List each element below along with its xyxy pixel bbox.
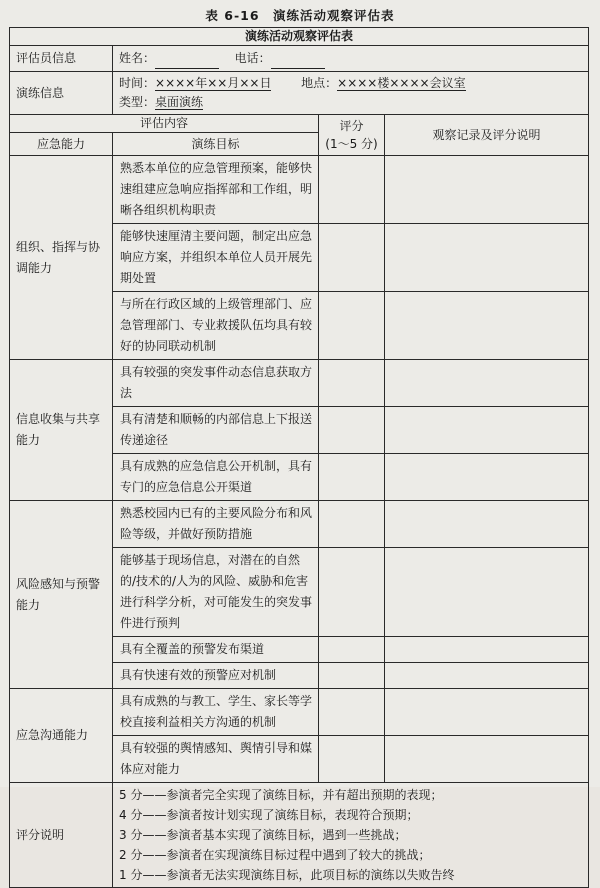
notes-cell[interactable] bbox=[385, 360, 589, 407]
score-cell[interactable] bbox=[319, 156, 385, 224]
time-value: ××××年××月××日 bbox=[155, 76, 272, 90]
score-cell[interactable] bbox=[319, 501, 385, 548]
score-cell[interactable] bbox=[319, 292, 385, 360]
table-row bbox=[10, 360, 589, 407]
type-label: 类型： bbox=[119, 95, 156, 109]
notes-cell[interactable] bbox=[385, 663, 589, 689]
phone-blank[interactable] bbox=[271, 52, 325, 69]
scoring-label: 评分说明 bbox=[10, 783, 113, 888]
score-range-label: (1～5 分) bbox=[325, 137, 378, 151]
goal-cell: 熟悉校园内已有的主要风险分布和风险等级，并做好预防措施 bbox=[113, 501, 319, 548]
type-value: 桌面演练 bbox=[155, 95, 204, 109]
goal-cell: 能够基于现场信息，对潜在的自然的/技术的/人为的风险、威胁和危害进行科学分析，对可能发生的突发事件进行预判 bbox=[113, 548, 319, 637]
notes-cell[interactable] bbox=[385, 454, 589, 501]
evaluation-table bbox=[9, 27, 589, 888]
score-cell[interactable] bbox=[319, 548, 385, 637]
scoring-line: 1 分——参演者无法实现演练目标，此项目标的演练以失败告终 bbox=[119, 868, 455, 882]
score-cell[interactable] bbox=[319, 663, 385, 689]
goal-cell: 与所在行政区域的上级管理部门、应急管理部门、专业救援队伍均具有较好的协同联动机制 bbox=[113, 292, 319, 360]
time-label: 时间： bbox=[119, 76, 156, 90]
ability-cell: 风险感知与预警能力 bbox=[10, 501, 113, 689]
score-cell[interactable] bbox=[319, 407, 385, 454]
score-header bbox=[319, 115, 385, 156]
notes-cell[interactable] bbox=[385, 501, 589, 548]
notes-header: 观察记录及评分说明 bbox=[385, 115, 589, 156]
eval-content-header: 评估内容 bbox=[10, 115, 319, 133]
score-cell[interactable] bbox=[319, 637, 385, 663]
goal-cell: 具有快速有效的预警应对机制 bbox=[113, 663, 319, 689]
goal-cell: 具有成熟的应急信息公开机制，具有专门的应急信息公开渠道 bbox=[113, 454, 319, 501]
phone-label: 电话： bbox=[234, 51, 271, 65]
name-blank[interactable] bbox=[155, 52, 219, 69]
score-cell[interactable] bbox=[319, 360, 385, 407]
score-header-label: 评分 bbox=[339, 119, 364, 133]
drill-row bbox=[10, 72, 589, 115]
notes-cell[interactable] bbox=[385, 637, 589, 663]
drill-label: 演练信息 bbox=[10, 72, 113, 115]
notes-cell[interactable] bbox=[385, 292, 589, 360]
name-label: 姓名： bbox=[119, 51, 156, 65]
ability-cell: 应急沟通能力 bbox=[10, 689, 113, 783]
notes-cell[interactable] bbox=[385, 736, 589, 783]
notes-cell[interactable] bbox=[385, 156, 589, 224]
scoring-line: 3 分——参演者基本实现了演练目标，遇到一些挑战； bbox=[119, 828, 407, 842]
goal-cell: 具有清楚和顺畅的内部信息上下报送传递途径 bbox=[113, 407, 319, 454]
header-row-1 bbox=[10, 115, 589, 133]
scoring-row bbox=[10, 783, 589, 888]
table-caption: 表 6-16 演练活动观察评估表 bbox=[205, 8, 395, 23]
goal-cell: 能够快速厘清主要问题，制定出应急响应方案，并组织本单位人员开展先期处置 bbox=[113, 224, 319, 292]
scoring-line: 4 分——参演者按计划实现了演练目标，表现符合预期； bbox=[119, 808, 419, 822]
table-row bbox=[10, 689, 589, 736]
score-cell[interactable] bbox=[319, 224, 385, 292]
title-row bbox=[10, 28, 589, 46]
goal-header: 演练目标 bbox=[113, 133, 319, 156]
scoring-line: 2 分——参演者在实现演练目标过程中遇到了较大的挑战； bbox=[119, 848, 431, 862]
ability-cell: 组织、指挥与协调能力 bbox=[10, 156, 113, 360]
score-cell[interactable] bbox=[319, 689, 385, 736]
place-label: 地点： bbox=[301, 76, 338, 90]
goal-cell: 具有较强的突发事件动态信息获取方法 bbox=[113, 360, 319, 407]
scoring-line: 5 分——参演者完全实现了演练目标，并有超出预期的表现； bbox=[119, 788, 443, 802]
notes-cell[interactable] bbox=[385, 407, 589, 454]
ability-header: 应急能力 bbox=[10, 133, 113, 156]
goal-cell: 具有较强的舆情感知、舆情引导和媒体应对能力 bbox=[113, 736, 319, 783]
notes-cell[interactable] bbox=[385, 548, 589, 637]
goal-cell: 具有全覆盖的预警发布渠道 bbox=[113, 637, 319, 663]
table-row bbox=[10, 156, 589, 224]
scoring-lines bbox=[113, 783, 589, 888]
score-cell[interactable] bbox=[319, 736, 385, 783]
goal-cell: 具有成熟的与教工、学生、家长等学校直接利益相关方沟通的机制 bbox=[113, 689, 319, 736]
evaluator-fields bbox=[113, 46, 589, 72]
notes-cell[interactable] bbox=[385, 224, 589, 292]
table-title: 演练活动观察评估表 bbox=[10, 28, 589, 46]
ability-cell: 信息收集与共享能力 bbox=[10, 360, 113, 501]
drill-fields bbox=[113, 72, 589, 115]
notes-cell[interactable] bbox=[385, 689, 589, 736]
evaluator-label: 评估员信息 bbox=[10, 46, 113, 72]
evaluator-row bbox=[10, 46, 589, 72]
table-row bbox=[10, 501, 589, 548]
score-cell[interactable] bbox=[319, 454, 385, 501]
goal-cell: 熟悉本单位的应急管理预案，能够快速组建应急响应指挥部和工作组，明晰各组织机构职责 bbox=[113, 156, 319, 224]
place-value: ××××楼××××会议室 bbox=[337, 76, 466, 90]
